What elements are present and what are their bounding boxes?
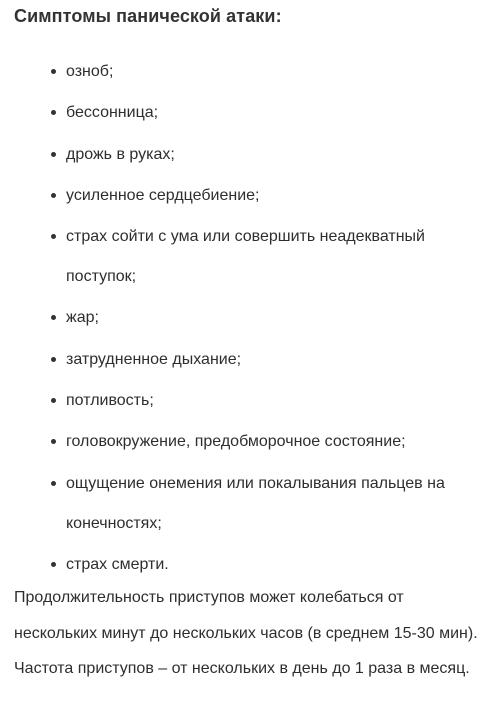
list-item-text: бессонница;: [66, 104, 159, 122]
list-item: [0, 93, 500, 133]
bullet-icon: [51, 193, 56, 198]
list-item: [0, 217, 500, 297]
list-item-text: озноб;: [66, 63, 114, 80]
list-item: [0, 464, 500, 544]
list-item: [0, 340, 500, 380]
section-heading: Симптомы панической атаки:: [14, 6, 282, 26]
list-item-text: страх смерти.: [66, 555, 169, 573]
list-item: [0, 135, 500, 175]
list-item-text: головокружение, предобморочное состояние;: [66, 433, 406, 451]
list-item-text: потливость;: [66, 392, 154, 410]
list-item-text: затрудненное дыхание;: [66, 350, 242, 368]
bullet-icon: [51, 439, 56, 444]
bullet-icon: [51, 234, 56, 239]
bullet-icon: [51, 110, 56, 115]
bullet-icon: [51, 398, 56, 403]
summary-paragraph: Продолжительность приступов может колебаться от нескольких минут до нескольких часов (в среднем 15-30 мин). Частота приступов – от нескольких в день до 1 раза в месяц.: [14, 589, 478, 677]
list-item: [0, 381, 500, 421]
bullet-icon: [51, 152, 56, 157]
list-item: [0, 422, 500, 462]
list-item-text: жар;: [66, 309, 99, 327]
symptom-list: [0, 52, 500, 586]
list-item-text: страх сойти с ума или совершить неадекватный поступок;: [66, 228, 425, 286]
list-item: [0, 176, 500, 216]
list-item: [0, 298, 500, 338]
list-item-text: ощущение онемения или покалывания пальцев на конечностях;: [66, 474, 445, 532]
bullet-icon: [51, 562, 56, 567]
bullet-icon: [51, 69, 56, 74]
bullet-icon: [51, 315, 56, 320]
list-item: [0, 52, 500, 92]
list-item-text: усиленное сердцебиение;: [66, 186, 260, 204]
list-item-text: дрожь в руках;: [66, 145, 175, 163]
bullet-icon: [51, 481, 56, 486]
bullet-icon: [51, 357, 56, 362]
list-item: [0, 545, 500, 585]
